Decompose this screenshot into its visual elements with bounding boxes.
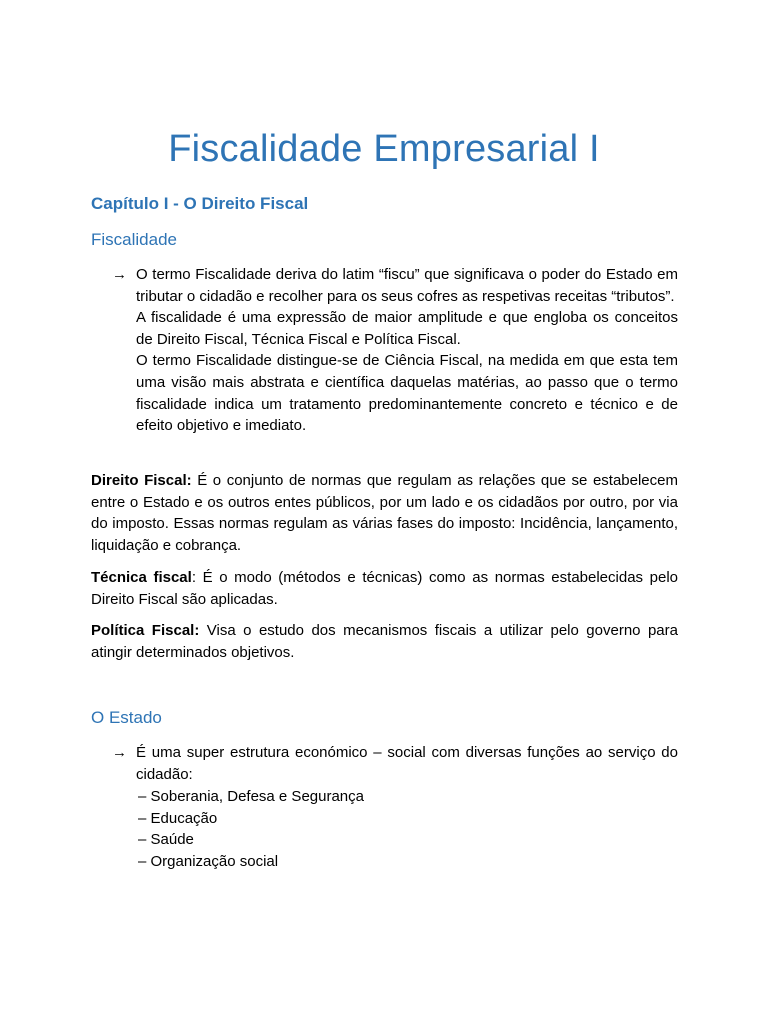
estado-functions-list <box>138 786 364 872</box>
definition-term: Política Fiscal: <box>91 622 200 639</box>
paragraph: O termo Fiscalidade distingue-se de Ciência Fiscal, na medida em que esta tem uma visão mais abstrata e científica daquelas matérias, ao passo que o termo fiscalidade indica um tratamento predominantemente concreto e técnico e de efeito objetivo e imediato. <box>136 352 678 435</box>
definition-term: Direito Fiscal: <box>91 472 192 489</box>
definition-text: É o conjunto de normas que regulam as relações que se estabelecem entre o Estado e os outros entes públicos, por um lado e os cidadãos por outro, por via do imposto. Essas normas regulam as várias fases do imposto: Incidência, lançamento, liquidação e cobrança. <box>91 472 678 554</box>
definition-text: Visa o estudo dos mecanismos fiscais a utilizar pelo governo para atingir determinados objetivos. <box>91 622 678 661</box>
estado-arrow-block <box>112 742 678 785</box>
definition-text: : É o modo (métodos e técnicas) como as normas estabelecidas pelo Direito Fiscal são aplicadas. <box>91 569 678 608</box>
list-item: – Educação <box>138 809 218 827</box>
section-heading-estado: O Estado <box>91 708 162 727</box>
arrow-icon: → <box>112 266 127 283</box>
section-heading-fiscalidade: Fiscalidade <box>91 230 177 249</box>
paragraph: É uma super estrutura económico – social com diversas funções ao serviço do cidadão: <box>136 744 678 783</box>
chapter-heading: Capítulo I - O Direito Fiscal <box>91 194 309 213</box>
definition-politica-fiscal <box>91 620 678 663</box>
fiscalidade-arrow-block <box>112 264 678 437</box>
paragraph: O termo Fiscalidade deriva do latim “fiscu” que significava o poder do Estado em tributar o cidadão e recolher para os seus cofres as respetivas receitas “tributos”. <box>136 266 678 305</box>
list-item: – Organização social <box>138 852 279 870</box>
paragraph: A fiscalidade é uma expressão de maior amplitude e que engloba os conceitos de Direito Fiscal, Técnica Fiscal e Política Fiscal. <box>136 309 678 348</box>
arrow-icon: → <box>112 744 127 761</box>
document-title: Fiscalidade Empresarial I <box>168 128 600 170</box>
list-item: – Saúde <box>138 831 194 849</box>
definition-term: Técnica fiscal <box>91 569 192 586</box>
definition-tecnica-fiscal <box>91 567 678 610</box>
definition-direito-fiscal <box>91 470 678 556</box>
list-item: – Soberania, Defesa e Segurança <box>138 788 364 805</box>
